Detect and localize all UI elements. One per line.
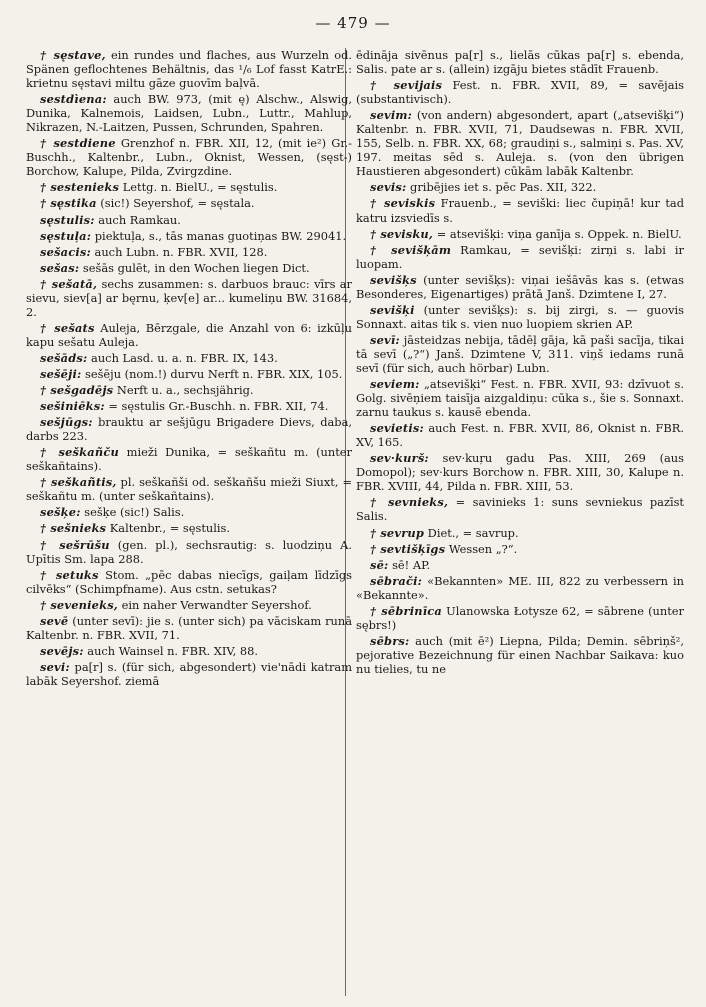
entry-text: auch Lubn. n. FBR. XVII, 128. <box>90 244 268 259</box>
dictionary-entry <box>26 136 352 178</box>
entry-headword: † sevtišķīgs <box>370 541 446 556</box>
dictionary-entry <box>26 644 352 658</box>
entry-headword: † sešatā, <box>40 276 98 291</box>
dictionary-entry <box>356 377 684 419</box>
entry-headword: sevišķi <box>370 302 415 317</box>
entry-headword: † sęstave, <box>40 48 106 62</box>
dictionary-entry <box>26 92 352 134</box>
entry-text: auch Fest. n. FBR. XVII, 86, Oknist n. FBR. XV, 165. <box>356 421 684 450</box>
entry-headword: sęstulis: <box>40 212 95 227</box>
entry-headword: sēbrači: <box>370 573 423 588</box>
entry-headword: sevis: <box>370 180 407 195</box>
dictionary-entry <box>26 475 352 503</box>
dictionary-entry <box>26 445 352 473</box>
dictionary-entry <box>356 495 684 523</box>
entry-text: Wessen „?“. <box>445 541 518 556</box>
dictionary-entry <box>356 451 684 493</box>
dictionary-entry <box>26 568 352 596</box>
entry-text: Ramkau, = sevišķi: zirņi s. labi ir luopam. <box>356 242 684 271</box>
dictionary-entry <box>26 538 352 566</box>
entry-text: pl. seškañši od. seškañšu mieži Siuxt, = seškañtu m. (unter seškañtains). <box>26 475 352 504</box>
entry-headword: † sešrūšu <box>40 537 110 552</box>
entry-headword: sevē <box>40 613 69 628</box>
entry-headword: † sešats <box>40 320 95 335</box>
dictionary-entry <box>26 598 352 612</box>
entry-text: Diet., = savrup. <box>424 525 519 540</box>
page-number: — 479 — <box>315 14 391 32</box>
dictionary-entry <box>26 367 352 381</box>
dictionary-entry <box>356 634 684 676</box>
entry-headword: sevim: <box>370 108 413 123</box>
entry-text: «Bekannten» ME. III, 822 zu verbessern in «Bekannte». <box>356 573 684 602</box>
entry-text: piektuļa, s., tās manas guotiņas BW. 29041. <box>91 228 347 243</box>
entry-headword: † sevrup <box>370 525 425 540</box>
dictionary-entry <box>26 521 352 535</box>
entry-headword: sešas: <box>40 260 80 275</box>
entry-text: = atsevišķi: viņa ganīja s. Oppek. n. BielU. <box>433 226 682 241</box>
entry-headword: † sevenieks, <box>40 597 118 612</box>
entry-headword: † sēbrinīca <box>370 603 442 618</box>
entry-headword: sestdìena: <box>40 92 107 107</box>
dictionary-entry <box>356 78 684 106</box>
entry-text: (von andern) abgesondert, apart („atsevišķi“) Kaltenbr. n. FBR. XVII, 71, Daudsewas n. FBR. XVII, 155, Selb. n. FBR. XX, 68; graudiņi s., salmiņi s. Pas. XV, 197. meitas sēd s. Auleja. s. (von den übrigen Haustieren abgesondert) cūkām labāk Kaltenbr. <box>356 108 684 179</box>
dictionary-entry <box>356 243 684 271</box>
dictionary-entry <box>26 321 352 349</box>
dictionary-entry <box>356 604 684 632</box>
dictionary-entry <box>26 505 352 519</box>
dictionary-entry <box>356 303 684 331</box>
entry-headword: † seškañču <box>40 445 119 460</box>
dictionary-entry <box>356 558 684 572</box>
entry-headword: sevišķs <box>370 272 417 287</box>
dictionary-entry <box>356 526 684 540</box>
entry-headword: † sevijais <box>370 78 443 93</box>
entry-headword: sevietis: <box>370 421 424 436</box>
entry-text: Auleja, Bērzgale, die Anzahl von 6: izkūļu kapu sešatu Auleja. <box>26 320 352 349</box>
entry-text: auch Ramkau. <box>94 212 181 227</box>
dictionary-entry <box>26 48 352 90</box>
entry-text: = savinieks 1: suns sevniekus pazīst Salis. <box>356 495 685 524</box>
entry-headword: † sevišķām <box>370 242 452 257</box>
entry-headword: sešķe: <box>40 505 81 520</box>
entry-text: Nerft u. a., sechsjährig. <box>113 383 254 398</box>
entry-text: sev·kuŗu gadu Pas. XIII, 269 (aus Domopol); sev·kurs Borchow n. FBR. XIII, 30, Kalupe n. FBR. XVIII, 44, Pilda n. FBR. XIII, 53. <box>356 451 684 494</box>
entry-text: Kaltenbr., = sęstulis. <box>106 521 230 536</box>
dictionary-entry <box>356 227 684 241</box>
dictionary-entry <box>356 108 684 178</box>
entry-headword: seviem: <box>370 377 420 392</box>
entry-text: (unter sevišķs): viņai iešāvās kas s. (etwas Besonderes, Eigenartiges) prātā Janš. Dzimtene I, 27. <box>356 272 684 301</box>
dictionary-entry <box>26 213 352 227</box>
entry-text: sešķe (sic!) Salis. <box>80 505 185 520</box>
entry-text: ein naher Verwandter Seyershof. <box>117 597 312 612</box>
entry-headword: † sęstika <box>40 196 97 211</box>
entry-text: sechs zusammen: s. darbuos brauc: vīrs ar sievu, siev[a] ar bęrnu, ķev[e] ar... kumeliņu BW. 31684, 2. <box>26 276 352 319</box>
dictionary-entry <box>26 180 352 194</box>
dictionary-entry <box>356 180 684 194</box>
entry-text: ēdināja sivēnus pa[r] s., lielās cūkas pa[r] s. ebenda, Salis. pate ar s. (allein) izgāju bietes stādīt Frauenb. <box>356 48 684 77</box>
left-column <box>26 48 352 690</box>
entry-text: sešās gulēt, in den Wochen liegen Dict. <box>79 260 310 275</box>
entry-text: = sęstulis Gr.-Buschh. n. FBR. XII, 74. <box>104 399 329 414</box>
entry-text: pa[r] s. (für sich, abgesondert) vie'nādi katram labāk Seyershof. ziemā <box>26 659 352 688</box>
entry-headword: sēbrs: <box>370 633 410 648</box>
entry-headword: † seviskis <box>370 196 436 211</box>
right-column <box>356 48 684 678</box>
entry-headword: sevi: <box>40 659 70 674</box>
dictionary-entry <box>26 399 352 413</box>
entry-headword: † sestenieks <box>40 180 120 195</box>
entry-text: ein rundes und flaches, aus Wurzeln od. Spänen geflochtenes Behältnis, das ¹/₆ Lof fasst KatrE.: krietnu sęstavi miltu gāze guovīm baļvā. <box>26 48 353 91</box>
entry-headword: † sevisku, <box>370 226 434 241</box>
entry-text: „atsevišķi“ Fest. n. FBR. XVII, 93: dzīvuot s. Golg. sivēņiem taisīja aizgaldiņu: cūka s., šie s. Sonnaxt. zarnu taukus s. kausē ebenda. <box>356 377 684 420</box>
entry-headword: sešāds: <box>40 350 88 365</box>
entry-headword: † sešgadējs <box>40 383 114 398</box>
entry-text: (sic!) Seyershof, = sęstala. <box>96 196 255 211</box>
entry-headword: sevējs: <box>40 643 84 658</box>
entry-headword: sešiniēks: <box>40 399 105 414</box>
dictionary-entry <box>356 196 684 224</box>
dictionary-entry <box>26 383 352 397</box>
entry-headword: † sestdiene <box>40 136 116 151</box>
entry-text: auch (mit ē²) Liepna, Pilda; Demin. sēbriņš², pejorative Bezeichnung für einen Nachbar Saikava: kuo nu tielies, tu ne <box>356 633 684 676</box>
entry-headword: sęstuļa: <box>40 228 92 243</box>
entry-text: Ulanowska Łotysze 62, = sābrene (unter sębrs!) <box>356 603 684 632</box>
entry-text: Stom. „pēc dabas niecīgs, gaiļam līdzīgs cilvēks“ (Schimpfname). Aus cstn. setukas? <box>26 567 352 596</box>
entry-text: gribējies iet s. pēc Pas. XII, 322. <box>406 180 597 195</box>
entry-text: (gen. pl.), sechsrautig: s. luodziņu A. Upītis Sm. lapa 288. <box>26 537 352 566</box>
entry-headword: † sevnieks, <box>370 495 449 510</box>
entry-headword: sevī: <box>370 332 400 347</box>
entry-text: (unter sevī): jie s. (unter sich) pa vāciskam runā Kaltenbr. n. FBR. XVII, 71. <box>26 613 352 642</box>
entry-text: sē! AP. <box>388 557 431 572</box>
dictionary-entry <box>26 660 352 688</box>
dictionary-entry <box>26 229 352 243</box>
entry-headword: † setuks <box>40 567 99 582</box>
entry-text: mieži Dunika, = seškañtu m. (unter seškañtains). <box>26 445 352 474</box>
dictionary-entry <box>356 333 684 375</box>
entry-headword: † sešnieks <box>40 521 107 536</box>
dictionary-entry <box>26 415 352 443</box>
entry-text: auch BW. 973, (mit ę) Alschw., Alswig, Dunika, Kalnemois, Laidsen, Lubn., Luttr., Mahlup, Nikrazen, N.-Laitzen, Pussen, Schrunden, Spahren. <box>26 92 352 135</box>
entry-headword: sev·kurš: <box>370 451 429 466</box>
entry-text: Grenzhof n. FBR. XII, 12, (mit ie²) Gr.-Buschh., Kaltenbr., Lubn., Oknist, Wessen, (sęst-) Borchow, Kalupe, Pilda, Zvirgzdine. <box>26 136 352 179</box>
dictionary-entry <box>356 421 684 449</box>
dictionary-entry <box>26 196 352 210</box>
entry-text: Fest. n. FBR. XVII, 89, = savējais (substantivisch). <box>356 78 684 107</box>
entry-headword: sešēji: <box>40 366 82 381</box>
entry-text: auch Lasd. u. a. n. FBR. IX, 143. <box>87 350 278 365</box>
entry-headword: sešacis: <box>40 244 91 259</box>
dictionary-entry <box>26 245 352 259</box>
dictionary-entry <box>356 574 684 602</box>
entry-text: sešēju (nom.!) durvu Nerft n. FBR. XIX, 105. <box>81 366 343 381</box>
entry-headword: † seškañtis, <box>40 475 117 490</box>
dictionary-entry <box>26 277 352 319</box>
entry-text: jāsteidzas nebija, tādēļ gāja, kā paši sacīja, tikai tā sevī („?“) Janš. Dzimtene V, 311. viņš iedams runā sevī (für sich, auch hörbar) Lubn. <box>356 332 684 375</box>
entry-text: auch Wainsel n. FBR. XIV, 88. <box>83 643 258 658</box>
entry-headword: sešjūgs: <box>40 415 93 430</box>
dictionary-entry <box>26 351 352 365</box>
dictionary-entry <box>356 273 684 301</box>
entry-headword: sē: <box>370 557 389 572</box>
entry-text: Frauenb., = seviški: liec čupiņā! kur tad katru izsviedīs s. <box>356 196 684 225</box>
entry-text: (unter sevišķs): s. bij zirgi, s. — guovis Sonnaxt. aitas tik s. vien nuo luopiem skrien AP. <box>356 302 684 331</box>
dictionary-entry <box>26 261 352 275</box>
entry-text: Lettg. n. BielU., = sęstulis. <box>119 180 278 195</box>
dictionary-entry <box>356 48 684 76</box>
dictionary-entry <box>356 542 684 556</box>
dictionary-entry <box>26 614 352 642</box>
entry-text: brauktu ar sešjūgu Brigadere Dievs, daba, darbs 223. <box>26 415 352 444</box>
